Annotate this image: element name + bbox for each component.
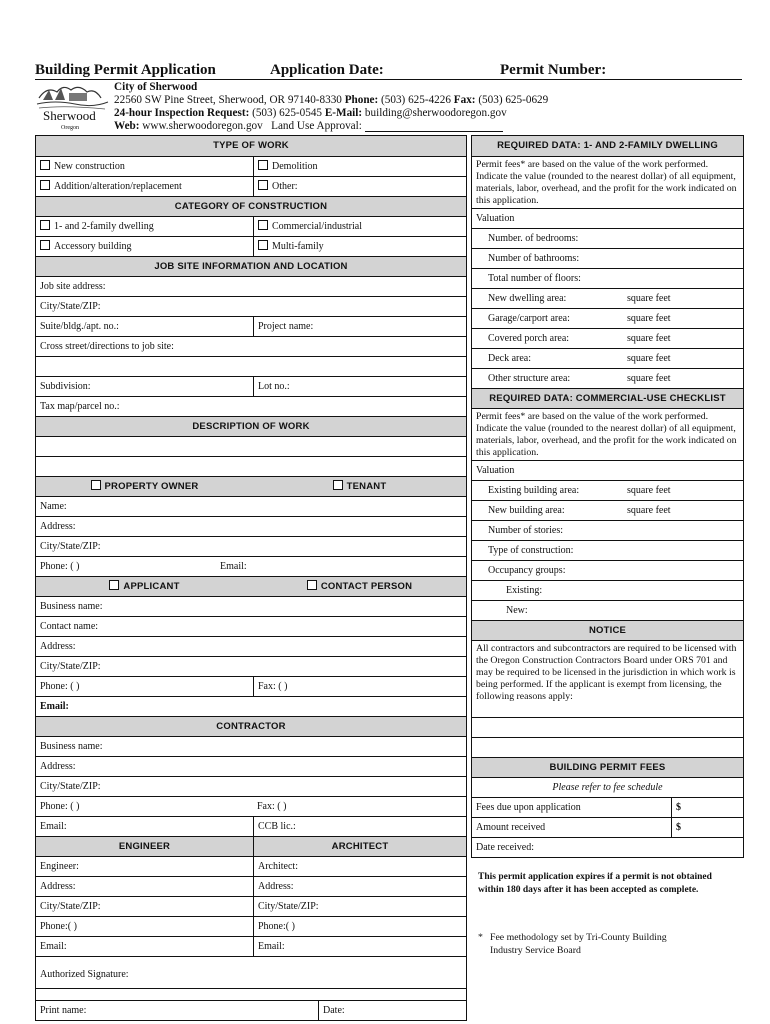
contractor-city-label: City/State/ZIP: xyxy=(40,781,101,792)
amount-received-dollar: $ xyxy=(676,822,681,833)
applicant-contact-label: Contact name: xyxy=(40,621,99,632)
fees-due-dollar: $ xyxy=(676,802,681,813)
signature-spacer xyxy=(36,988,466,1000)
contractor-fax-field[interactable] xyxy=(253,797,466,816)
deck-label: Deck area: xyxy=(488,353,532,364)
owner-email-label: Email: xyxy=(220,561,247,572)
applicant-business-label: Business name: xyxy=(40,601,103,612)
other-structure-row[interactable] xyxy=(472,368,743,388)
owner-city-row[interactable] xyxy=(36,536,466,556)
existing-area-row[interactable] xyxy=(472,480,743,500)
web-label: Web: xyxy=(114,120,140,132)
other-structure-label: Other structure area: xyxy=(488,373,571,384)
architect-label: Architect: xyxy=(258,861,298,872)
architect-phone-label: Phone:( ) xyxy=(258,921,295,932)
commercial-valuation-label: Valuation xyxy=(476,465,515,476)
email-label: E-Mail: xyxy=(324,107,363,119)
one-two-family-checkbox[interactable] xyxy=(40,220,50,230)
engineer-architect-heading xyxy=(36,836,466,856)
owner-address-row[interactable] xyxy=(36,516,466,536)
demolition-checkbox[interactable] xyxy=(258,160,268,170)
engineer-field[interactable] xyxy=(36,857,253,876)
architect-email-label: Email: xyxy=(258,941,285,952)
applicant-phone-label: Phone: ( ) xyxy=(40,681,80,692)
inspection-label: 24-hour Inspection Request: xyxy=(114,107,250,119)
new-dwelling-unit: square feet xyxy=(627,293,671,304)
contractor-email-ccb-row xyxy=(36,816,466,836)
occupancy-label: Occupancy groups: xyxy=(488,565,566,576)
suite-field[interactable] xyxy=(36,317,253,336)
porch-row[interactable] xyxy=(472,328,743,348)
applicant-address-row[interactable] xyxy=(36,636,466,656)
floors-row[interactable] xyxy=(472,268,743,288)
eng-arch-email-row xyxy=(36,936,466,956)
applicant-checkbox[interactable] xyxy=(109,580,119,590)
svg-text:Sherwood: Sherwood xyxy=(43,108,96,123)
type-row-1 xyxy=(36,156,466,176)
floors-label: Total number of floors: xyxy=(488,273,581,284)
bathrooms-row[interactable] xyxy=(472,248,743,268)
contact-line-1 xyxy=(114,94,548,106)
eng-arch-address-row xyxy=(36,876,466,896)
applicant-phone-fax-row xyxy=(36,676,466,696)
lot-no-field[interactable] xyxy=(253,377,466,396)
cross-street-row[interactable] xyxy=(36,336,466,356)
contractor-business-row[interactable] xyxy=(36,736,466,756)
garage-label: Garage/carport area: xyxy=(488,313,570,324)
accessory-label: Accessory building xyxy=(54,241,132,252)
fax-label: Fax: xyxy=(453,94,476,106)
new-area-unit: square feet xyxy=(627,505,671,516)
owner-phone-email-row xyxy=(36,556,466,576)
contact-person-checkbox[interactable] xyxy=(307,580,317,590)
amount-received-label: Amount received xyxy=(476,822,546,833)
print-name-field[interactable] xyxy=(36,1001,318,1020)
tenant-checkbox[interactable] xyxy=(333,480,343,490)
engineer-city-label: City/State/ZIP: xyxy=(40,901,101,912)
architect-city-label: City/State/ZIP: xyxy=(258,901,319,912)
authorized-signature-label: Authorized Signature: xyxy=(40,969,129,980)
signature-date-label: Date: xyxy=(323,1005,345,1016)
occupancy-new-label: New: xyxy=(506,605,528,616)
owner-name-label: Name: xyxy=(40,501,67,512)
applicant-city-row[interactable] xyxy=(36,656,466,676)
applicant-email-label: Email: xyxy=(40,701,69,712)
new-construction-label: New construction xyxy=(54,161,125,172)
ccb-lic-field[interactable] xyxy=(253,817,466,836)
svg-text:Oregon: Oregon xyxy=(61,125,79,131)
architect-email-field[interactable] xyxy=(253,937,466,956)
job-site-address-row[interactable] xyxy=(36,276,466,296)
fees-heading: BUILDING PERMIT FEES xyxy=(472,757,743,777)
exemption-line-1[interactable] xyxy=(472,717,743,737)
phone-value: (503) 625-4226 xyxy=(381,94,451,106)
fee-schedule-note: Please refer to fee schedule xyxy=(472,777,743,797)
tenant-label: TENANT xyxy=(346,481,387,492)
project-name-field[interactable] xyxy=(253,317,466,336)
occupancy-existing-row[interactable] xyxy=(472,580,743,600)
architect-city-field[interactable] xyxy=(253,897,466,916)
applicant-fax-label: Fax: ( ) xyxy=(258,681,288,692)
one-two-family-label: 1- and 2-family dwelling xyxy=(54,221,154,232)
new-area-row[interactable] xyxy=(472,500,743,520)
deck-row[interactable] xyxy=(472,348,743,368)
occupancy-row[interactable] xyxy=(472,560,743,580)
engineer-email-label: Email: xyxy=(40,941,67,952)
applicant-phone-field[interactable] xyxy=(36,677,253,696)
city-logo xyxy=(35,80,110,132)
exemption-line-2[interactable] xyxy=(472,737,743,757)
commercial-label: Commercial/industrial xyxy=(272,221,362,232)
property-owner-checkbox[interactable] xyxy=(91,480,101,490)
deck-unit: square feet xyxy=(627,353,671,364)
land-use-label: Land Use Approval: xyxy=(271,120,362,132)
req-family-heading: REQUIRED DATA: 1- AND 2-FAMILY DWELLING xyxy=(472,136,743,156)
owner-email-field[interactable] xyxy=(216,557,466,576)
category-row-1 xyxy=(36,216,466,236)
property-owner-label: PROPERTY OWNER xyxy=(104,481,199,492)
web-value: www.sherwoodoregon.gov xyxy=(142,120,263,132)
category-row-2 xyxy=(36,236,466,256)
bedrooms-label: Number. of bedrooms: xyxy=(488,233,579,244)
right-form-column xyxy=(471,135,744,858)
garage-unit: square feet xyxy=(627,313,671,324)
applicant-business-row[interactable] xyxy=(36,596,466,616)
applicant-contact-row[interactable] xyxy=(36,616,466,636)
tax-map-row[interactable] xyxy=(36,396,466,416)
applicant-email-row[interactable] xyxy=(36,696,466,716)
multi-family-checkbox[interactable] xyxy=(258,240,268,250)
contractor-address-label: Address: xyxy=(40,761,76,772)
description-line-2[interactable] xyxy=(36,456,466,476)
project-name-label: Project name: xyxy=(258,321,314,332)
engineer-heading: ENGINEER xyxy=(118,841,171,852)
architect-phone-field[interactable] xyxy=(253,917,466,936)
date-received-label: Date received: xyxy=(476,842,535,853)
existing-area-label: Existing building area: xyxy=(488,485,580,496)
owner-address-label: Address: xyxy=(40,521,76,532)
notice-paragraph: All contractors and subcontractors are required to be licensed with the Oregon Construction Contractors Board under ORS 701 and may be required to be licensed in the jurisdiction in which work is being performed. If the applicant is exempt from licensing, the following reasons apply: xyxy=(472,640,743,717)
city-address: 22560 SW Pine Street, Sherwood, OR 97140-8330 xyxy=(114,94,342,106)
owner-phone-label: Phone: ( ) xyxy=(40,561,80,572)
contractor-phone-label: Phone: ( ) xyxy=(40,801,80,812)
permit-number-label: Permit Number: xyxy=(500,62,607,78)
occupancy-existing-label: Existing: xyxy=(506,585,543,596)
contractor-email-label: Email: xyxy=(40,821,67,832)
fees-due-row xyxy=(472,797,743,817)
description-line-1[interactable] xyxy=(36,436,466,456)
city-logo-icon xyxy=(35,80,110,132)
existing-area-unit: square feet xyxy=(627,485,671,496)
applicant-label: APPLICANT xyxy=(123,581,180,592)
subdivision-label: Subdivision: xyxy=(40,381,91,392)
contact-line-2 xyxy=(114,107,507,119)
amount-received-row xyxy=(472,817,743,837)
job-site-city-label: City/State/ZIP: xyxy=(40,301,101,312)
req-commercial-heading: REQUIRED DATA: COMMERCIAL-USE CHECKLIST xyxy=(472,388,743,408)
occupancy-new-row[interactable] xyxy=(472,600,743,620)
architect-field[interactable] xyxy=(253,857,466,876)
cross-street-continued-row[interactable] xyxy=(36,356,466,376)
addition-checkbox[interactable] xyxy=(40,180,50,190)
accessory-checkbox[interactable] xyxy=(40,240,50,250)
engineer-address-field[interactable] xyxy=(36,877,253,896)
contractor-business-label: Business name: xyxy=(40,741,103,752)
job-site-city-row[interactable] xyxy=(36,296,466,316)
city-name: City of Sherwood xyxy=(114,81,198,93)
type-of-work-heading: TYPE OF WORK xyxy=(36,136,466,156)
contractor-fax-label: Fax: ( ) xyxy=(257,801,287,812)
other-label: Other: xyxy=(272,181,298,192)
applicant-address-label: Address: xyxy=(40,641,76,652)
new-area-label: New building area: xyxy=(488,505,565,516)
engineer-city-field[interactable] xyxy=(36,897,253,916)
new-dwelling-row[interactable] xyxy=(472,288,743,308)
subdivision-field[interactable] xyxy=(36,377,253,396)
owner-city-label: City/State/ZIP: xyxy=(40,541,101,552)
date-received-row[interactable] xyxy=(472,837,743,857)
header-rule xyxy=(35,79,742,80)
applicant-city-label: City/State/ZIP: xyxy=(40,661,101,672)
lot-no-label: Lot no.: xyxy=(258,381,290,392)
construction-type-row[interactable] xyxy=(472,540,743,560)
print-name-label: Print name: xyxy=(40,1005,87,1016)
contact-person-label: CONTACT PERSON xyxy=(320,581,413,592)
new-dwelling-label: New dwelling area: xyxy=(488,293,567,304)
contractor-phone-fax-row xyxy=(36,796,466,816)
engineer-label: Engineer: xyxy=(40,861,79,872)
contractor-address-row[interactable] xyxy=(36,756,466,776)
engineer-phone-label: Phone:( ) xyxy=(40,921,77,932)
commercial-valuation-row[interactable] xyxy=(472,460,743,480)
garage-row[interactable] xyxy=(472,308,743,328)
phone-label: Phone: xyxy=(344,94,379,106)
demolition-label: Demolition xyxy=(272,161,318,172)
contractor-heading: CONTRACTOR xyxy=(36,716,466,736)
contractor-phone-field[interactable] xyxy=(36,797,253,816)
architect-address-label: Address: xyxy=(258,881,294,892)
cross-street-label: Cross street/directions to job site: xyxy=(40,341,174,352)
eng-arch-name-row xyxy=(36,856,466,876)
eng-arch-phone-row xyxy=(36,916,466,936)
notice-heading: NOTICE xyxy=(472,620,743,640)
fee-methodology-note: Fee methodology set by Tri-County Building Industry Service Board xyxy=(490,932,667,956)
contractor-city-row[interactable] xyxy=(36,776,466,796)
commercial-checkbox[interactable] xyxy=(258,220,268,230)
form-title: Building Permit Application xyxy=(35,62,216,78)
contact-line-3 xyxy=(114,120,503,132)
engineer-address-label: Address: xyxy=(40,881,76,892)
owner-name-row[interactable] xyxy=(36,496,466,516)
family-valuation-label: Valuation xyxy=(476,213,515,224)
suite-project-row xyxy=(36,316,466,336)
stories-label: Number of stories: xyxy=(488,525,563,536)
fees-due-field[interactable] xyxy=(671,798,743,817)
land-use-field[interactable] xyxy=(365,121,503,132)
owner-tenant-heading xyxy=(36,476,466,496)
signature-row[interactable] xyxy=(36,956,466,988)
contractor-email-field[interactable] xyxy=(36,817,253,836)
inspection-phone: (503) 625-0545 xyxy=(252,107,323,119)
expiration-notice: This permit application expires if a permit is not obtained within 180 days after it has been accepted as complete. xyxy=(478,872,712,895)
engineer-email-field[interactable] xyxy=(36,937,253,956)
new-construction-checkbox[interactable] xyxy=(40,160,50,170)
other-structure-unit: square feet xyxy=(627,373,671,384)
email-value: building@sherwoodoregon.gov xyxy=(364,107,507,119)
applicant-contact-heading xyxy=(36,576,466,596)
bathrooms-label: Number of bathrooms: xyxy=(488,253,580,264)
owner-phone-field[interactable] xyxy=(36,557,216,576)
porch-unit: square feet xyxy=(627,333,671,344)
family-valuation-row[interactable] xyxy=(472,208,743,228)
category-heading: CATEGORY OF CONSTRUCTION xyxy=(36,196,466,216)
other-checkbox[interactable] xyxy=(258,180,268,190)
job-site-heading: JOB SITE INFORMATION AND LOCATION xyxy=(36,256,466,276)
multi-family-label: Multi-family xyxy=(272,241,324,252)
description-heading: DESCRIPTION OF WORK xyxy=(36,416,466,436)
fee-methodology-star: * xyxy=(478,932,483,943)
type-row-2 xyxy=(36,176,466,196)
applicant-fax-field[interactable] xyxy=(253,677,466,696)
fax-value: (503) 625-0629 xyxy=(478,94,549,106)
addition-label: Addition/alteration/replacement xyxy=(54,181,182,192)
tax-map-label: Tax map/parcel no.: xyxy=(40,401,120,412)
engineer-phone-field[interactable] xyxy=(36,917,253,936)
fees-due-label: Fees due upon application xyxy=(476,802,581,813)
architect-heading: ARCHITECT xyxy=(253,837,466,856)
suite-label: Suite/bldg./apt. no.: xyxy=(40,321,119,332)
left-form-column xyxy=(35,135,467,1021)
job-site-address-label: Job site address: xyxy=(40,281,106,292)
print-name-date-row xyxy=(36,1000,466,1020)
family-fees-paragraph: Permit fees* are based on the value of the work performed. Indicate the value (rounded to the nearest dollar) of all equipment, materials, labor, overhead, and the profit for the work indicated on this application. xyxy=(472,156,743,208)
subdivision-lot-row xyxy=(36,376,466,396)
ccb-lic-label: CCB lic.: xyxy=(258,821,296,832)
commercial-fees-paragraph: Permit fees* are based on the value of the work performed. Indicate the value (rounded to the nearest dollar) of all equipment, materials, labor, overhead, and the profit for the work indicated on this application. xyxy=(472,408,743,460)
stories-row[interactable] xyxy=(472,520,743,540)
bedrooms-row[interactable] xyxy=(472,228,743,248)
application-date-label: Application Date: xyxy=(270,62,384,78)
amount-received-field[interactable] xyxy=(671,818,743,837)
signature-date-field[interactable] xyxy=(318,1001,466,1020)
porch-label: Covered porch area: xyxy=(488,333,570,344)
eng-arch-city-row xyxy=(36,896,466,916)
architect-address-field[interactable] xyxy=(253,877,466,896)
construction-type-label: Type of construction: xyxy=(488,545,574,556)
